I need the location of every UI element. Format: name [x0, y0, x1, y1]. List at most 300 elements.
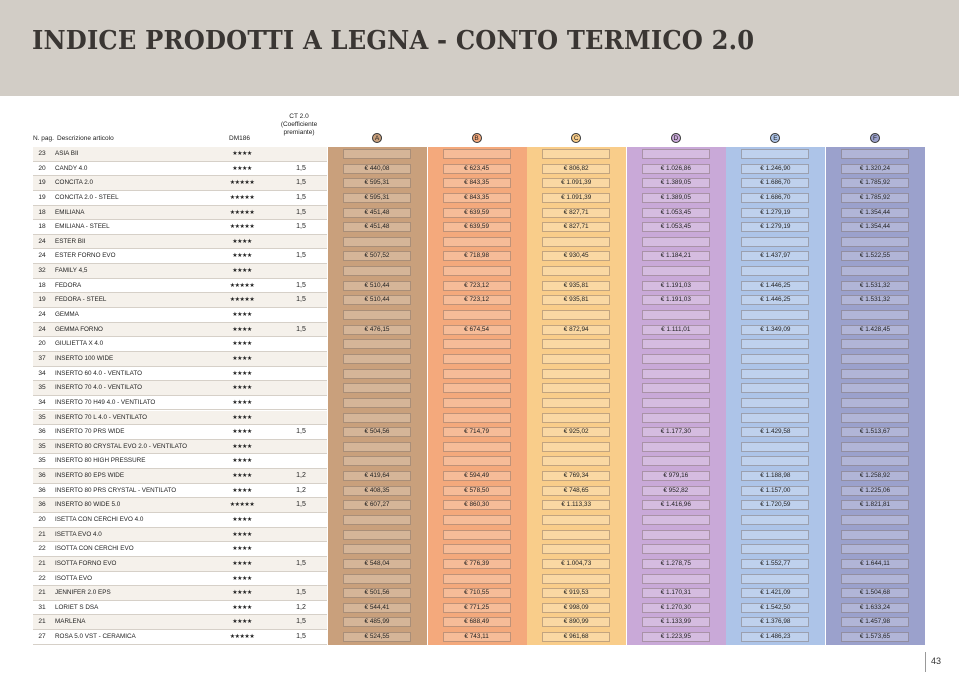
row-coefficient — [285, 381, 317, 396]
price-value: € 1.279,19 — [741, 208, 809, 218]
price-cell-e — [726, 396, 825, 411]
row-page: 19 — [38, 193, 46, 201]
price-cell-f — [826, 528, 925, 543]
row-description: INSERTO 80 WIDE 5.0 — [55, 501, 121, 509]
price-value: € 1.389,05 — [642, 178, 710, 188]
price-cell-d — [627, 381, 726, 396]
price-value — [343, 456, 411, 466]
price-cell-f — [826, 308, 925, 323]
row-stars: ★★★★ — [232, 473, 252, 480]
price-value — [542, 413, 610, 423]
price-value — [741, 237, 809, 247]
row-page: 34 — [38, 398, 46, 406]
row-coefficient — [285, 352, 317, 367]
price-cell-d — [627, 542, 726, 557]
price-value — [343, 369, 411, 379]
price-cell-e — [726, 411, 825, 426]
row-coefficient — [285, 542, 317, 557]
price-cell-f — [826, 615, 925, 630]
price-value — [343, 266, 411, 276]
price-cell-d — [627, 293, 726, 308]
price-value: € 1.354,44 — [841, 222, 909, 232]
price-cell-f — [826, 235, 925, 250]
price-value — [741, 442, 809, 452]
price-value — [542, 339, 610, 349]
zone-header-e: E — [770, 133, 780, 143]
price-value: € 1.278,75 — [642, 559, 710, 569]
price-value: € 872,94 — [542, 325, 610, 335]
price-value: € 714,79 — [443, 427, 511, 437]
table-row — [33, 615, 926, 630]
row-coefficient: 1,5 — [296, 223, 306, 231]
price-cell-c — [527, 293, 626, 308]
price-cell-f — [826, 411, 925, 426]
price-value: € 890,99 — [542, 617, 610, 627]
price-value — [741, 574, 809, 584]
price-cell-f — [826, 630, 925, 645]
zone-header-a: A — [372, 133, 382, 143]
price-cell-a — [328, 615, 427, 630]
row-page: 18 — [38, 281, 46, 289]
price-cell-a — [328, 513, 427, 528]
price-value: € 827,71 — [542, 208, 610, 218]
price-cell-d — [627, 396, 726, 411]
row-coefficient: 1,5 — [296, 281, 306, 289]
price-cell-e — [726, 542, 825, 557]
price-cell-f — [826, 513, 925, 528]
row-stars: ★★★★ — [232, 385, 252, 392]
price-cell-c — [527, 557, 626, 572]
price-value — [542, 515, 610, 525]
row-stars: ★★★★★ — [229, 634, 255, 641]
page-divider — [925, 652, 926, 672]
price-cell-b — [428, 367, 527, 382]
price-value — [642, 544, 710, 554]
price-cell-d — [627, 323, 726, 338]
price-value: € 935,81 — [542, 281, 610, 291]
price-cell-f — [826, 147, 925, 162]
table-row — [33, 235, 926, 250]
price-cell-e — [726, 264, 825, 279]
price-cell-a — [328, 147, 427, 162]
row-coefficient — [285, 572, 317, 587]
price-cell-f — [826, 206, 925, 221]
price-value: € 1.542,50 — [741, 603, 809, 613]
price-cell-d — [627, 176, 726, 191]
price-cell-d — [627, 425, 726, 440]
price-cell-b — [428, 528, 527, 543]
table-row — [33, 601, 926, 616]
row-page: 36 — [38, 428, 46, 436]
price-cell-e — [726, 293, 825, 308]
row-description: JENNIFER 2.0 EPS — [55, 589, 111, 597]
price-cell-d — [627, 513, 726, 528]
price-cell-a — [328, 367, 427, 382]
price-cell-c — [527, 498, 626, 513]
price-cell-d — [627, 484, 726, 499]
row-stars: ★★★★ — [232, 326, 252, 333]
price-cell-c — [527, 586, 626, 601]
price-cell-d — [627, 498, 726, 513]
price-value — [343, 574, 411, 584]
row-stars: ★★★★ — [232, 312, 252, 319]
price-value — [542, 442, 610, 452]
price-cell-c — [527, 601, 626, 616]
price-cell-b — [428, 293, 527, 308]
price-value — [642, 515, 710, 525]
row-page: 20 — [38, 164, 46, 172]
price-value — [343, 398, 411, 408]
row-description: FEDORA - STEEL — [55, 296, 107, 304]
price-value — [841, 266, 909, 276]
price-value: € 639,59 — [443, 222, 511, 232]
row-page: 21 — [38, 618, 46, 626]
price-cell-c — [527, 147, 626, 162]
price-value: € 501,56 — [343, 588, 411, 598]
row-description: ISOTTA EVO — [55, 574, 92, 582]
price-value — [841, 310, 909, 320]
price-value: € 1.686,70 — [741, 193, 809, 203]
row-stars: ★★★★ — [232, 253, 252, 260]
row-description: MARLENA — [55, 618, 86, 626]
price-cell-d — [627, 411, 726, 426]
price-value — [343, 515, 411, 525]
price-cell-b — [428, 147, 527, 162]
price-value: € 1.446,25 — [741, 281, 809, 291]
row-stars: ★★★★ — [232, 575, 252, 582]
price-value — [642, 369, 710, 379]
price-cell-c — [527, 381, 626, 396]
price-cell-d — [627, 440, 726, 455]
price-cell-a — [328, 235, 427, 250]
row-coefficient — [285, 264, 317, 279]
price-value — [343, 383, 411, 393]
row-stars: ★★★★★ — [229, 224, 255, 231]
price-cell-a — [328, 352, 427, 367]
price-cell-b — [428, 220, 527, 235]
price-value: € 639,59 — [443, 208, 511, 218]
price-value — [443, 149, 511, 159]
price-value — [542, 149, 610, 159]
price-cell-e — [726, 425, 825, 440]
price-value — [642, 398, 710, 408]
table-row — [33, 308, 926, 323]
price-cell-d — [627, 235, 726, 250]
price-cell-b — [428, 191, 527, 206]
table-row — [33, 586, 926, 601]
table-row — [33, 572, 926, 587]
price-value: € 607,27 — [343, 500, 411, 510]
price-value — [542, 354, 610, 364]
price-cell-a — [328, 572, 427, 587]
table-row — [33, 557, 926, 572]
price-value — [542, 574, 610, 584]
price-cell-e — [726, 147, 825, 162]
row-stars: ★★★★ — [232, 531, 252, 538]
price-value: € 1.416,96 — [642, 500, 710, 510]
table-row — [33, 279, 926, 294]
price-cell-d — [627, 279, 726, 294]
price-value — [741, 339, 809, 349]
row-description: ROSA 5.0 VST - CERAMICA — [55, 633, 136, 641]
price-value: € 925,02 — [542, 427, 610, 437]
price-value — [542, 530, 610, 540]
header-dm186: DM186 — [229, 135, 250, 142]
price-value: € 806,82 — [542, 164, 610, 174]
price-value: € 1.053,45 — [642, 208, 710, 218]
price-value — [841, 354, 909, 364]
row-coefficient — [285, 528, 317, 543]
row-description: ASIA BII — [55, 150, 79, 157]
row-description: INSERTO 70 4.0 - VENTILATO — [55, 384, 143, 392]
price-value: € 843,35 — [443, 178, 511, 188]
price-cell-c — [527, 572, 626, 587]
price-cell-a — [328, 411, 427, 426]
price-value — [741, 149, 809, 159]
price-cell-f — [826, 323, 925, 338]
row-stars: ★★★★ — [232, 546, 252, 553]
row-coefficient: 1,5 — [296, 559, 306, 567]
price-cell-a — [328, 454, 427, 469]
price-cell-d — [627, 264, 726, 279]
price-value — [443, 354, 511, 364]
price-cell-c — [527, 323, 626, 338]
price-cell-b — [428, 586, 527, 601]
price-cell-b — [428, 542, 527, 557]
row-stars: ★★★★ — [232, 151, 252, 157]
price-cell-e — [726, 440, 825, 455]
price-value: € 860,30 — [443, 500, 511, 510]
price-value: € 1.246,90 — [741, 164, 809, 174]
row-description: EMILIANA - STEEL — [55, 223, 110, 231]
price-cell-c — [527, 396, 626, 411]
price-value — [443, 544, 511, 554]
table-row — [33, 411, 926, 426]
price-value: € 961,68 — [542, 632, 610, 642]
price-cell-f — [826, 572, 925, 587]
price-cell-c — [527, 484, 626, 499]
row-page: 24 — [38, 252, 46, 260]
price-value — [642, 442, 710, 452]
price-cell-f — [826, 293, 925, 308]
price-value — [542, 383, 610, 393]
price-value — [542, 237, 610, 247]
price-cell-d — [627, 557, 726, 572]
price-cell-e — [726, 601, 825, 616]
row-description: FAMILY 4,5 — [55, 267, 88, 275]
price-value — [542, 398, 610, 408]
price-cell-b — [428, 469, 527, 484]
price-value: € 595,31 — [343, 178, 411, 188]
price-value: € 723,12 — [443, 295, 511, 305]
price-value: € 578,50 — [443, 486, 511, 496]
row-page: 20 — [38, 516, 46, 523]
price-cell-f — [826, 279, 925, 294]
price-value: € 451,48 — [343, 208, 411, 218]
price-value — [642, 530, 710, 540]
price-cell-d — [627, 147, 726, 162]
row-coefficient — [285, 411, 317, 426]
price-cell-c — [527, 454, 626, 469]
table-row — [33, 542, 926, 557]
price-cell-f — [826, 352, 925, 367]
price-cell-a — [328, 542, 427, 557]
price-value: € 419,64 — [343, 471, 411, 481]
row-page: 35 — [38, 384, 46, 392]
header-page: N. pag. — [33, 135, 54, 142]
price-cell-b — [428, 396, 527, 411]
price-value: € 1.552,77 — [741, 559, 809, 569]
price-cell-e — [726, 176, 825, 191]
row-description: INSERTO 80 CRYSTAL EVO 2.0 - VENTILATO — [55, 442, 188, 450]
price-cell-d — [627, 572, 726, 587]
zone-header-d: D — [671, 133, 681, 143]
row-stars: ★★★★ — [232, 370, 252, 377]
row-page: 36 — [38, 501, 46, 509]
row-stars: ★★★★ — [232, 590, 252, 597]
row-coefficient — [285, 337, 317, 352]
price-value: € 1.320,24 — [841, 164, 909, 174]
price-cell-d — [627, 469, 726, 484]
row-coefficient: 1,5 — [296, 193, 306, 201]
row-page: 21 — [38, 530, 46, 538]
price-cell-e — [726, 206, 825, 221]
row-description: INSERTO 100 WIDE — [55, 354, 114, 362]
price-value — [343, 544, 411, 554]
price-cell-c — [527, 615, 626, 630]
price-value: € 485,99 — [343, 617, 411, 627]
price-value — [841, 544, 909, 554]
row-stars: ★★★★ — [232, 443, 252, 450]
row-coefficient: 1,2 — [296, 603, 306, 611]
price-value: € 1.785,92 — [841, 178, 909, 188]
price-cell-f — [826, 162, 925, 177]
row-coefficient — [285, 367, 317, 382]
price-cell-b — [428, 381, 527, 396]
table-row — [33, 528, 926, 543]
price-cell-b — [428, 630, 527, 645]
row-coefficient: 1,5 — [296, 208, 306, 216]
price-value: € 451,48 — [343, 222, 411, 232]
price-cell-f — [826, 601, 925, 616]
price-cell-c — [527, 440, 626, 455]
price-cell-e — [726, 586, 825, 601]
price-value — [741, 310, 809, 320]
price-cell-b — [428, 425, 527, 440]
row-stars: ★★★★ — [232, 165, 252, 172]
row-page: 24 — [38, 311, 46, 319]
price-cell-e — [726, 191, 825, 206]
price-value: € 1.091,39 — [542, 178, 610, 188]
price-value — [642, 456, 710, 466]
row-stars: ★★★★★ — [229, 297, 255, 304]
price-value — [741, 530, 809, 540]
price-value: € 1.354,44 — [841, 208, 909, 218]
table-row — [33, 425, 926, 440]
price-value: € 1.513,67 — [841, 427, 909, 437]
price-cell-c — [527, 630, 626, 645]
price-cell-b — [428, 176, 527, 191]
row-coefficient — [285, 308, 317, 323]
price-value — [841, 369, 909, 379]
row-coefficient — [285, 513, 317, 528]
row-stars: ★★★★★ — [229, 209, 255, 216]
price-cell-d — [627, 601, 726, 616]
row-page: 27 — [38, 633, 46, 641]
row-description: INSERTO 70 PRS WIDE — [55, 428, 125, 436]
table-row — [33, 484, 926, 499]
price-cell-f — [826, 396, 925, 411]
row-page: 35 — [38, 442, 46, 450]
price-value — [841, 383, 909, 393]
row-description: EMILIANA — [55, 208, 85, 216]
price-cell-c — [527, 469, 626, 484]
price-cell-d — [627, 352, 726, 367]
price-value: € 1.531,32 — [841, 295, 909, 305]
price-cell-d — [627, 249, 726, 264]
price-value — [642, 149, 710, 159]
price-value: € 1.389,05 — [642, 193, 710, 203]
price-cell-b — [428, 572, 527, 587]
price-cell-c — [527, 337, 626, 352]
price-cell-e — [726, 249, 825, 264]
price-value: € 1.437,97 — [741, 251, 809, 261]
price-cell-f — [826, 469, 925, 484]
price-cell-c — [527, 308, 626, 323]
price-value: € 1.184,21 — [642, 251, 710, 261]
table-row — [33, 264, 926, 279]
price-cell-b — [428, 235, 527, 250]
price-cell-e — [726, 381, 825, 396]
price-value — [642, 237, 710, 247]
row-description: INSERTO 70 L 4.0 - VENTILATO — [55, 413, 148, 421]
price-value: € 1.188,98 — [741, 471, 809, 481]
row-stars: ★★★★ — [232, 355, 252, 362]
page-title: INDICE PRODOTTI A LEGNA - CONTO TERMICO 2.0 — [32, 26, 755, 56]
price-value: € 595,31 — [343, 193, 411, 203]
price-cell-a — [328, 440, 427, 455]
price-value — [443, 442, 511, 452]
price-cell-c — [527, 249, 626, 264]
price-cell-e — [726, 454, 825, 469]
price-value: € 1.258,92 — [841, 471, 909, 481]
price-value — [642, 413, 710, 423]
row-stars: ★★★★ — [232, 487, 252, 494]
price-cell-e — [726, 557, 825, 572]
price-cell-a — [328, 630, 427, 645]
row-page: 22 — [38, 574, 46, 582]
price-value: € 1.133,99 — [642, 617, 710, 627]
price-value: € 1.349,09 — [741, 325, 809, 335]
table-row — [33, 249, 926, 264]
price-cell-e — [726, 498, 825, 513]
price-cell-d — [627, 586, 726, 601]
price-cell-c — [527, 191, 626, 206]
price-cell-b — [428, 498, 527, 513]
row-coefficient: 1,5 — [296, 589, 306, 597]
row-page: 21 — [38, 589, 46, 597]
price-value — [542, 544, 610, 554]
price-value: € 1.053,45 — [642, 222, 710, 232]
price-cell-f — [826, 542, 925, 557]
price-value: € 1.486,23 — [741, 632, 809, 642]
price-value: € 710,55 — [443, 588, 511, 598]
row-stars: ★★★★ — [232, 341, 252, 348]
price-cell-f — [826, 440, 925, 455]
price-cell-b — [428, 323, 527, 338]
price-cell-e — [726, 615, 825, 630]
price-cell-b — [428, 484, 527, 499]
